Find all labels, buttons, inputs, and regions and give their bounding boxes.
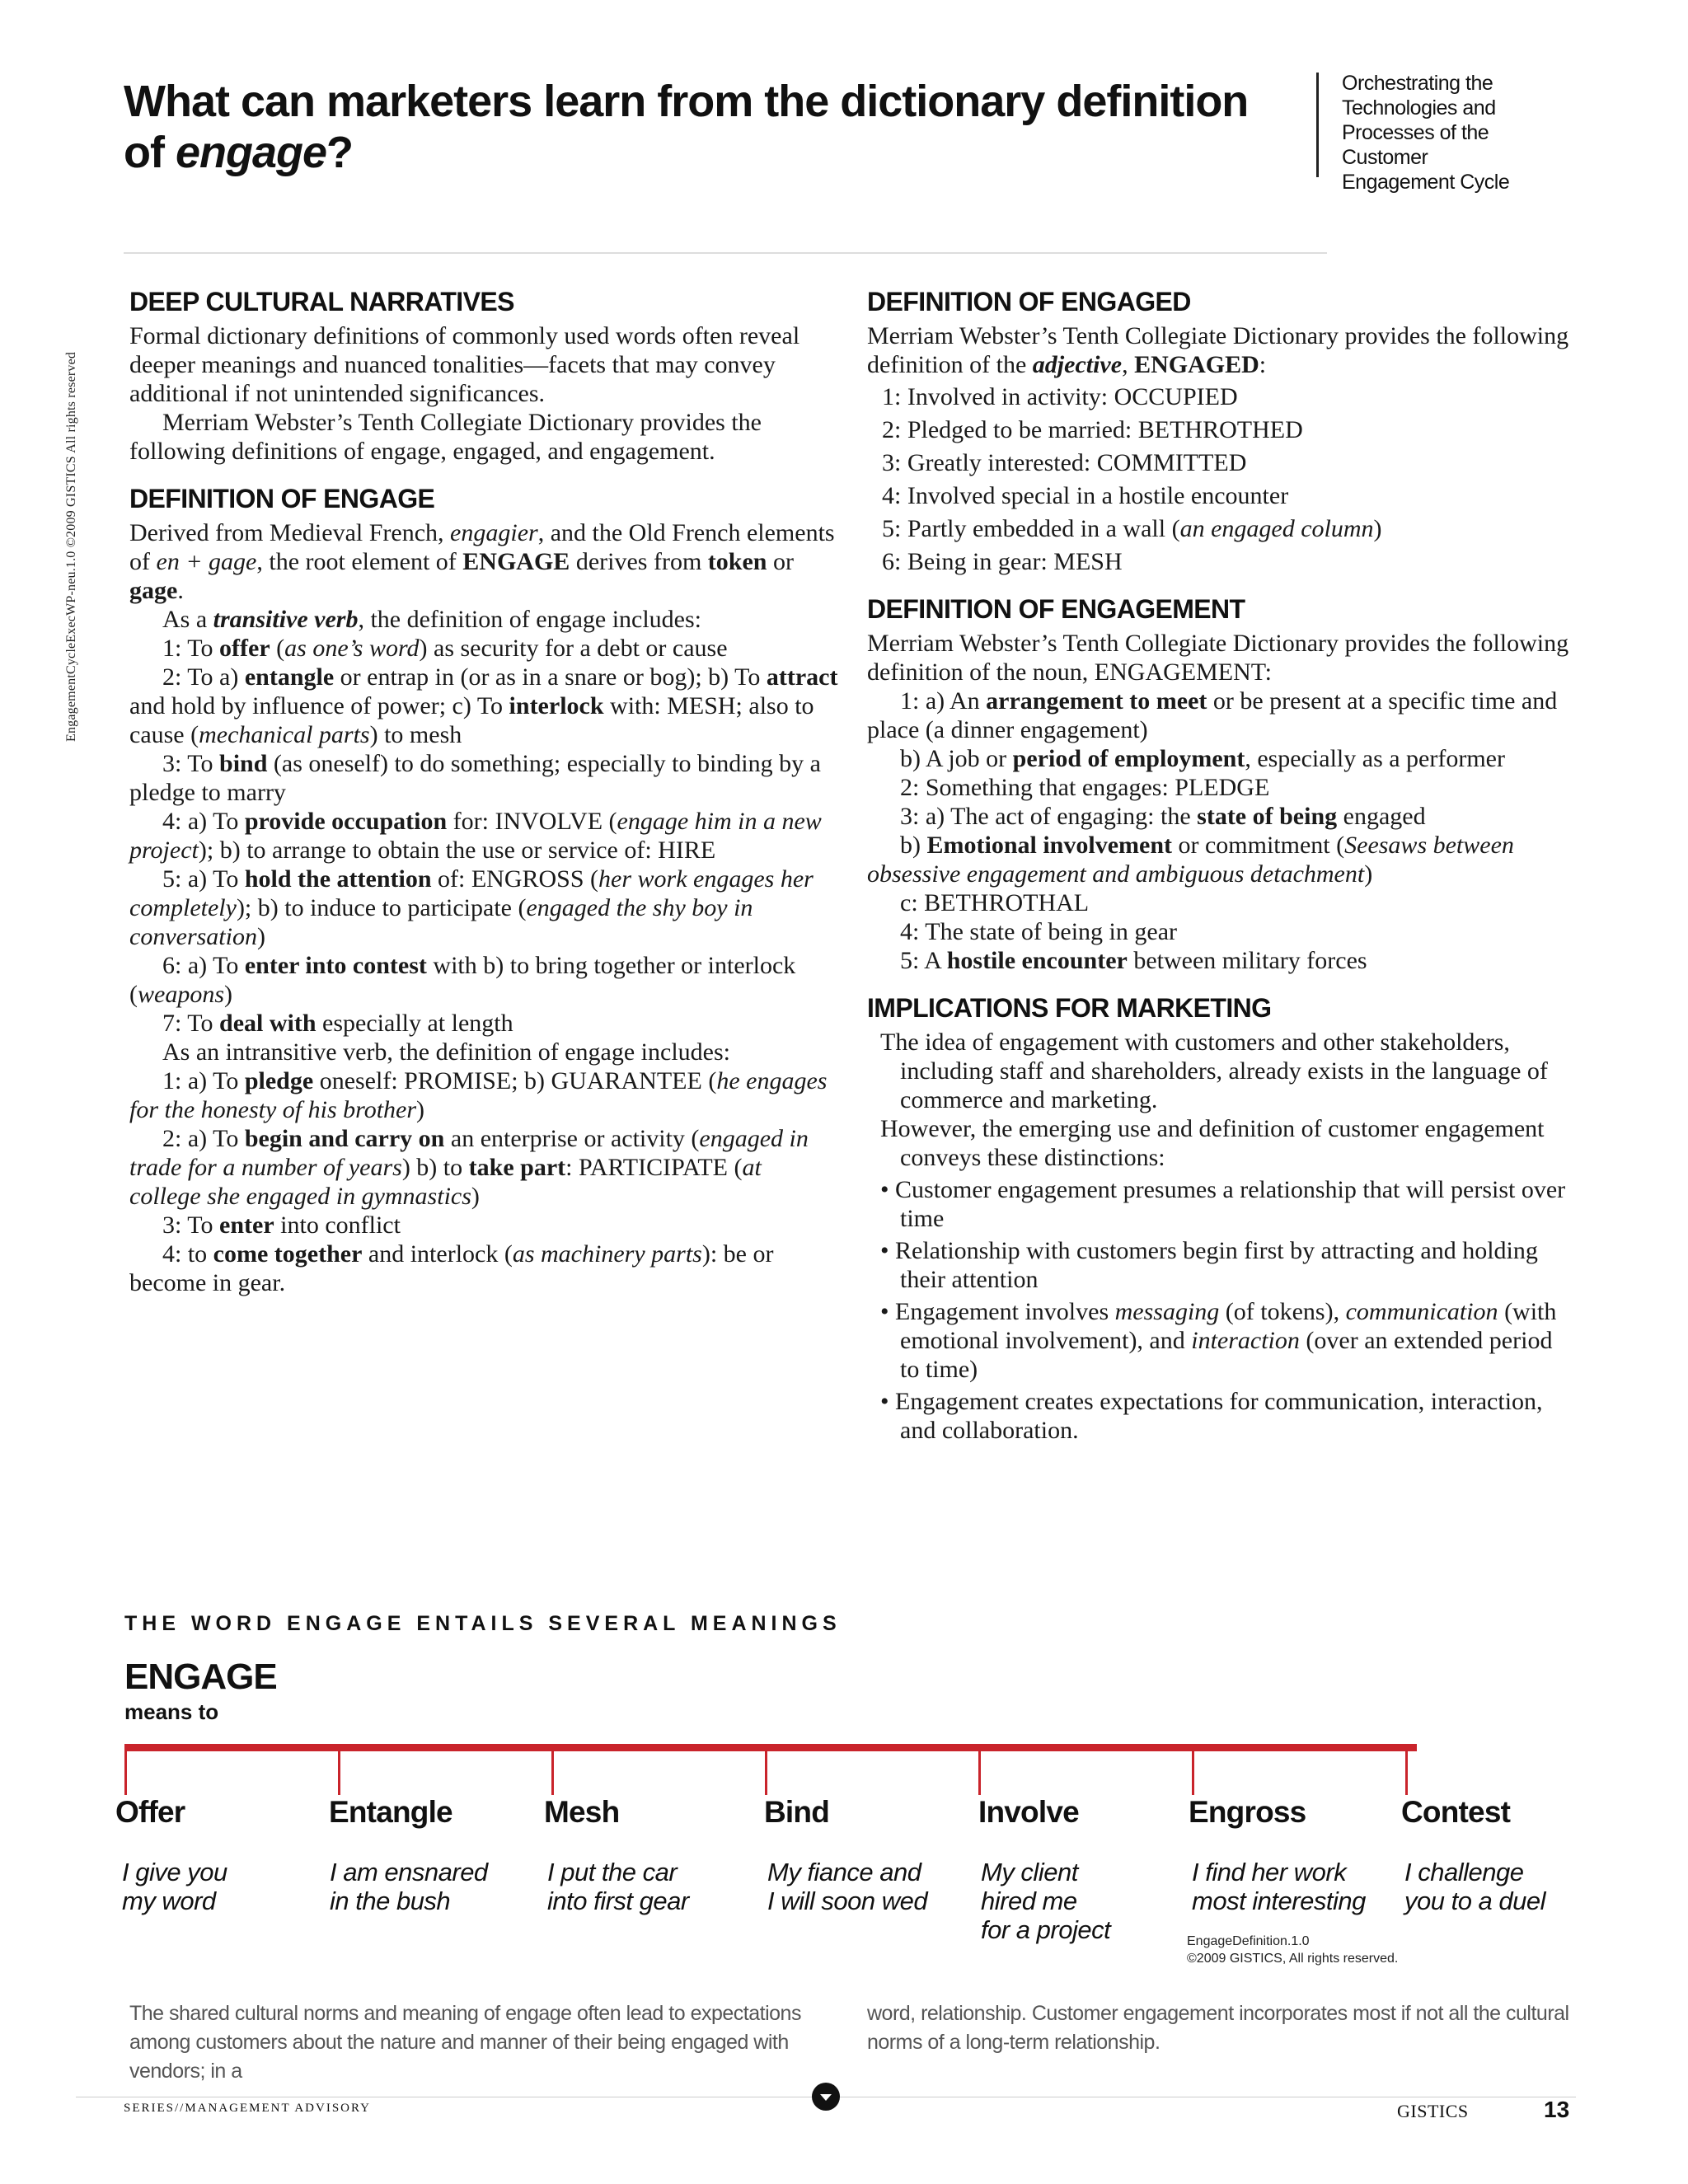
definition-item xyxy=(867,946,1578,975)
paragraph: Formal dictionary definitions of commonly used words often reveal deeper meanings and nuanced tonalities—facets that may convey additional if not unintended significances. xyxy=(129,322,800,407)
text: ) xyxy=(1364,860,1373,888)
paragraph: The idea of engagement with customers and other stakeholders, including staff and shareholders, already exists in the language of commerce and marketing. xyxy=(880,1029,1548,1113)
text: (with emotional involvement), and xyxy=(900,1298,1557,1354)
meaning-example xyxy=(330,1858,488,1915)
definition-item xyxy=(129,807,838,865)
text-italic: engagier xyxy=(450,519,538,546)
text: 1: a) To xyxy=(162,1067,245,1094)
tagline-line: Processes of the xyxy=(1342,121,1489,144)
caption-line: ©2009 GISTICS, All rights reserved. xyxy=(1187,1952,1399,1966)
definition-item xyxy=(129,1066,838,1124)
text: 4: to xyxy=(162,1240,213,1268)
text-bold: enter into contest xyxy=(244,952,427,979)
text: especially at length xyxy=(316,1010,513,1037)
text-bold: gage xyxy=(129,577,178,604)
text-italic: engaged the shy boy in conversation xyxy=(129,894,753,950)
text-italic: an engaged column xyxy=(1179,515,1374,542)
paragraph xyxy=(867,321,1578,379)
text: ) xyxy=(416,1096,425,1123)
text: (over an extended period to time) xyxy=(900,1327,1553,1383)
paragraph: Merriam Webster’s Tenth Collegiate Dictionary provides the following definition of the noun, ENGAGEMENT: xyxy=(867,630,1569,686)
text: As a xyxy=(162,606,213,633)
paragraph xyxy=(129,605,838,634)
definition-item xyxy=(129,1124,838,1211)
text-bold: come together xyxy=(213,1240,363,1268)
text: ); b) to induce to participate ( xyxy=(236,894,527,921)
meaning-term: Bind xyxy=(764,1795,830,1829)
text-bold: Emotional involvement xyxy=(926,832,1172,859)
text: Customer engagement presumes a relationship that will persist over time xyxy=(895,1176,1566,1232)
definition-item xyxy=(129,951,838,1009)
text: oneself: PROMISE; b) GUARANTEE ( xyxy=(313,1067,717,1094)
text: into conflict xyxy=(274,1212,401,1239)
text: Engagement involves xyxy=(895,1298,1115,1325)
header-divider xyxy=(124,252,1327,254)
section-deep-cultural-narratives xyxy=(129,285,838,466)
timeline-tick xyxy=(551,1750,554,1795)
example-line: I find her work xyxy=(1192,1858,1347,1886)
text: ( xyxy=(270,635,285,662)
text: 7: To xyxy=(162,1010,220,1037)
text: engaged xyxy=(1337,803,1426,830)
section-heading: DEEP CULTURAL NARRATIVES xyxy=(129,287,514,316)
text-italic: communication xyxy=(1345,1298,1498,1325)
paragraph: Merriam Webster’s Tenth Collegiate Dictionary provides the following definitions of engage, engaged, and engagement. xyxy=(129,409,762,465)
definition-item xyxy=(129,634,838,663)
definition-item: 1: Involved in activity: OCCUPIED xyxy=(882,383,1238,410)
text-italic: as machinery parts xyxy=(512,1240,702,1268)
tagline-line: Customer xyxy=(1342,146,1428,169)
text: : xyxy=(1259,351,1267,378)
text: , especially as a performer xyxy=(1245,745,1505,772)
example-line: I challenge xyxy=(1404,1858,1524,1886)
text-italic: engage him in a new project xyxy=(129,808,822,864)
text: ) xyxy=(471,1183,480,1210)
text: or xyxy=(767,548,794,575)
text: and hold by influence of power; c) To xyxy=(129,692,509,719)
text: ) as security for a debt or cause xyxy=(419,635,728,662)
text: , and the Old French elements of xyxy=(129,519,835,575)
text: , the definition of engage includes: xyxy=(358,606,702,633)
text-italic: mechanical parts xyxy=(199,721,370,748)
section-implications-for-marketing xyxy=(867,991,1578,1445)
text: ): be or become in gear. xyxy=(129,1240,774,1296)
bullet-icon: • xyxy=(880,1298,889,1325)
definition-item xyxy=(129,1009,838,1038)
bullet-item xyxy=(867,1236,1578,1294)
text: (of tokens), xyxy=(1219,1298,1346,1325)
title-word: engage xyxy=(175,128,327,177)
footer-text-left: The shared cultural norms and meaning of engage often lead to expectations among customers about the nature and manner of their being engaged with vendors; in a xyxy=(129,2002,801,2083)
tagline-line: Technologies and xyxy=(1342,96,1496,120)
text-bold: entangle xyxy=(244,663,335,691)
text: ) to mesh xyxy=(369,721,462,748)
page-title xyxy=(124,76,1261,178)
text: ) xyxy=(256,923,265,950)
diagram-subtitle: means to xyxy=(124,1699,219,1724)
text: : PARTICIPATE ( xyxy=(565,1154,743,1181)
text: 5: a) To xyxy=(162,865,245,893)
definition-item: 6: Being in gear: MESH xyxy=(882,548,1123,575)
text: ) xyxy=(224,981,232,1008)
example-line: most interesting xyxy=(1192,1886,1366,1915)
meaning-term: Engross xyxy=(1189,1795,1306,1829)
page-number: 13 xyxy=(1544,2097,1570,2122)
text: between military forces xyxy=(1127,947,1367,974)
text: ); b) to arrange to obtain the use or service of: HIRE xyxy=(198,837,716,864)
meaning-term: Entangle xyxy=(329,1795,452,1829)
text: or entrap in (or as in a snare or bog); b) To xyxy=(334,663,767,691)
bullet-icon: • xyxy=(880,1176,889,1203)
example-line: in the bush xyxy=(330,1886,451,1915)
definition-item: c: BETHROTHAL xyxy=(900,889,1090,916)
meaning-example xyxy=(122,1858,227,1915)
text: 1: To xyxy=(162,635,220,662)
text: derives from xyxy=(570,548,708,575)
text: or be present at a specific time and place (a dinner engagement) xyxy=(867,687,1558,743)
text: , the root element of xyxy=(256,548,463,575)
brand-label: GISTICS xyxy=(1397,2101,1469,2121)
meaning-example xyxy=(547,1858,689,1915)
tagline-line: Engagement Cycle xyxy=(1342,171,1510,194)
text: Merriam Webster’s Tenth Collegiate Dictionary provides the following definition of the xyxy=(867,322,1569,378)
text-bold: deal with xyxy=(219,1010,316,1037)
meaning-term: Contest xyxy=(1401,1795,1511,1829)
timeline-tick xyxy=(978,1750,981,1795)
text: for: INVOLVE ( xyxy=(447,808,617,835)
section-heading: IMPLICATIONS FOR MARKETING xyxy=(867,993,1272,1023)
definition-item xyxy=(129,1240,838,1297)
side-copyright-text: EngagementCycleExecWP-neu.1.0 ©2009 GISTICS All rights reserved xyxy=(64,351,78,742)
text-italic: messaging xyxy=(1114,1298,1220,1325)
text-bold: pledge xyxy=(244,1067,314,1094)
text: 5: Partly embedded in a wall ( xyxy=(882,515,1180,542)
title-main: What can marketers learn from the dictionary definition of xyxy=(124,77,1249,177)
left-column xyxy=(129,285,838,1314)
example-line: you to a duel xyxy=(1404,1886,1546,1915)
tagline-line: Orchestrating the xyxy=(1342,72,1493,95)
definition-item: 3: Greatly interested: COMMITTED xyxy=(882,449,1247,476)
timeline-tick xyxy=(1192,1750,1194,1795)
text: 5: A xyxy=(900,947,947,974)
definition-item: 4: The state of being in gear xyxy=(900,918,1178,945)
right-column xyxy=(867,285,1578,1461)
section-definition-of-engage xyxy=(129,482,838,1297)
text: 2: To a) xyxy=(162,663,245,691)
paragraph: However, the emerging use and definition of customer engagement conveys these distinctions: xyxy=(880,1115,1545,1171)
example-line: I am ensnared xyxy=(330,1858,488,1886)
text-bold: attract xyxy=(766,663,838,691)
diagram-heading: THE WORD ENGAGE ENTAILS SEVERAL MEANINGS xyxy=(124,1612,842,1635)
example-line: My fiance and xyxy=(767,1858,921,1886)
implications-body xyxy=(867,1028,1578,1172)
text: Engagement creates expectations for communication, interaction, and collaboration. xyxy=(895,1388,1543,1444)
text-bold: state of being xyxy=(1197,803,1338,830)
definition-item xyxy=(867,514,1578,543)
text: 3: a) The act of engaging: the xyxy=(900,803,1198,830)
meaning-example xyxy=(981,1858,1110,1944)
text-italic: her work engages her completely xyxy=(129,865,814,921)
timeline-tick xyxy=(124,1750,127,1795)
series-label: SERIES//MANAGEMENT ADVISORY xyxy=(124,2102,371,2115)
definition-item xyxy=(129,1211,838,1240)
text: 4: a) To xyxy=(162,808,245,835)
text-bold: hostile encounter xyxy=(946,947,1128,974)
text: ) xyxy=(1373,515,1382,542)
bullet-icon: • xyxy=(880,1388,889,1415)
diagram-word: ENGAGE xyxy=(124,1657,277,1697)
example-line: I will soon wed xyxy=(767,1886,928,1915)
text-bold: arrangement to meet xyxy=(986,687,1207,715)
paragraph: As an intransitive verb, the definition of engage includes: xyxy=(162,1038,730,1066)
text: 2: a) To xyxy=(162,1125,245,1152)
meaning-example xyxy=(1404,1858,1545,1915)
timeline-tick xyxy=(338,1750,340,1795)
bullet-item xyxy=(867,1297,1578,1384)
text-italic: weapons xyxy=(138,981,224,1008)
meaning-example xyxy=(1192,1858,1366,1915)
text: , xyxy=(1122,351,1135,378)
text-italic: as one’s word xyxy=(284,635,420,662)
section-heading: DEFINITION OF ENGAGED xyxy=(867,287,1191,316)
text-bold: offer xyxy=(219,635,270,662)
text: 1: a) An xyxy=(900,687,987,715)
text: of: ENGROSS ( xyxy=(431,865,599,893)
text: 3: To xyxy=(162,750,220,777)
section-heading: DEFINITION OF ENGAGE xyxy=(129,484,435,513)
section-heading: DEFINITION OF ENGAGEMENT xyxy=(867,594,1245,624)
meaning-term: Offer xyxy=(115,1795,185,1829)
text: . xyxy=(177,577,184,604)
definition-item xyxy=(867,744,1578,773)
definition-item xyxy=(867,831,1578,888)
text: with: MESH; also to cause ( xyxy=(129,692,814,748)
definition-item xyxy=(129,749,838,807)
text-italic: he engages for the honesty of his brother xyxy=(129,1067,828,1123)
bullet-item xyxy=(867,1175,1578,1233)
text-bold: ENGAGE xyxy=(462,548,570,575)
example-line: My client xyxy=(981,1858,1078,1886)
text: with b) to bring together or interlock ( xyxy=(129,952,796,1008)
text-bold: hold the attention xyxy=(244,865,432,893)
title-end: ? xyxy=(326,128,354,177)
text: Relationship with customers begin first by attracting and holding their attention xyxy=(895,1237,1538,1293)
text: ) b) to xyxy=(401,1154,469,1181)
text-bold-italic: transitive verb xyxy=(213,606,359,633)
definition-item xyxy=(129,865,838,951)
text-bold: take part xyxy=(468,1154,566,1181)
text-bold: interlock xyxy=(509,692,604,719)
text-italic: interaction xyxy=(1191,1327,1300,1354)
text-italic: en + gage xyxy=(156,548,257,575)
text: b) xyxy=(900,832,927,859)
tagline xyxy=(1342,71,1540,194)
definition-item: 4: Involved special in a hostile encounter xyxy=(882,482,1289,509)
text-bold: provide occupation xyxy=(244,808,448,835)
tagline-divider xyxy=(1316,73,1319,177)
pointer-dot-icon xyxy=(811,2082,841,2111)
figure-caption xyxy=(1187,1933,1398,1967)
text-italic: engaged in trade for a number of years xyxy=(129,1125,809,1181)
meaning-example xyxy=(767,1858,927,1915)
text-bold: enter xyxy=(219,1212,274,1239)
example-line: I put the car xyxy=(547,1858,678,1886)
section-definition-of-engagement xyxy=(867,593,1578,975)
text-bold: ENGAGED xyxy=(1134,351,1259,378)
text-bold-italic: adjective xyxy=(1032,351,1123,378)
definition-item xyxy=(867,687,1578,744)
text: (as oneself) to do something; especially to binding by a pledge to marry xyxy=(129,750,821,806)
definition-item xyxy=(867,802,1578,831)
paragraph xyxy=(129,518,838,605)
definition-item xyxy=(129,663,838,749)
text-italic: at college she engaged in gymnastics xyxy=(129,1154,762,1210)
text-bold: token xyxy=(707,548,767,575)
text: 6: a) To xyxy=(162,952,245,979)
example-line: into first gear xyxy=(547,1886,689,1915)
text: an enterprise or activity ( xyxy=(444,1125,700,1152)
definition-item: 2: Pledged to be married: BETHROTHED xyxy=(882,416,1303,443)
bullet-item xyxy=(867,1387,1578,1445)
example-line: for a project xyxy=(981,1915,1111,1944)
text: or commitment ( xyxy=(1172,832,1345,859)
section-definition-of-engaged xyxy=(867,285,1578,576)
text: 3: To xyxy=(162,1212,220,1239)
timeline-tick xyxy=(765,1750,767,1795)
definition-item: 2: Something that engages: PLEDGE xyxy=(900,774,1270,801)
example-line: hired me xyxy=(981,1886,1077,1915)
text-bold: period of employment xyxy=(1012,745,1245,772)
example-line: I give you xyxy=(122,1858,227,1886)
timeline-bar xyxy=(124,1744,1417,1751)
text-bold: begin and carry on xyxy=(244,1125,445,1152)
meaning-term: Mesh xyxy=(544,1795,620,1829)
timeline-tick xyxy=(1405,1750,1408,1795)
text: Derived from Medieval French, xyxy=(129,519,451,546)
text: b) A job or xyxy=(900,745,1013,772)
text: and interlock ( xyxy=(362,1240,513,1268)
text-bold: bind xyxy=(219,750,268,777)
bullet-icon: • xyxy=(880,1237,889,1264)
example-line: my word xyxy=(122,1886,216,1915)
text-italic: Seesaws between obsessive engagement and ambiguous detachment xyxy=(867,832,1514,888)
footer-text-right: word, relationship. Customer engagement incorporates most if not all the cultural norms of a long-term relationship. xyxy=(867,2002,1569,2054)
caption-line: EngageDefinition.1.0 xyxy=(1187,1934,1310,1948)
meaning-term: Involve xyxy=(978,1795,1079,1829)
